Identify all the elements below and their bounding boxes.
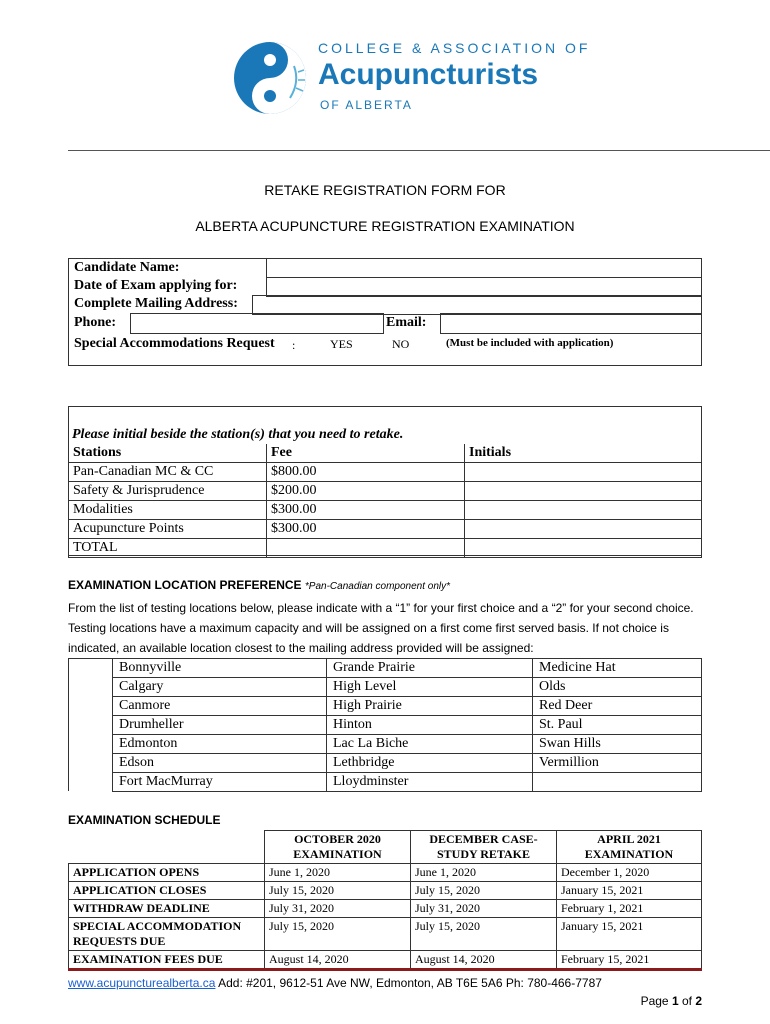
location-cell[interactable]: Fort MacMurray xyxy=(113,773,327,792)
schedule-cell: January 15, 2021 xyxy=(557,918,702,951)
phone-label: Phone: xyxy=(74,315,116,330)
table-row xyxy=(69,482,702,501)
location-heading xyxy=(68,578,450,592)
org-name-line3: OF ALBERTA xyxy=(320,98,413,112)
schedule-cell: January 15, 2021 xyxy=(557,882,702,900)
schedule-cell: August 14, 2020 xyxy=(411,951,557,969)
schedule-cell: February 1, 2021 xyxy=(557,900,702,918)
station-fee: $300.00 xyxy=(267,520,465,539)
header-divider xyxy=(68,150,770,151)
table-row xyxy=(69,463,702,482)
exam-date-label: Date of Exam applying for: xyxy=(74,278,238,293)
station-initials-field[interactable] xyxy=(465,463,702,482)
website-link[interactable]: www.acupuncturealberta.ca xyxy=(68,976,216,990)
location-table xyxy=(112,658,702,792)
no-option[interactable]: NO xyxy=(392,337,410,351)
schedule-col-header: OCTOBER 2020 EXAMINATION xyxy=(265,831,411,864)
schedule-cell: July 31, 2020 xyxy=(411,900,557,918)
table-row xyxy=(113,735,702,754)
table-row xyxy=(113,678,702,697)
location-cell[interactable]: Olds xyxy=(533,678,702,697)
page-prefix: Page xyxy=(640,994,672,1008)
schedule-table xyxy=(68,830,702,969)
location-cell[interactable]: St. Paul xyxy=(533,716,702,735)
yin-yang-logo-icon xyxy=(228,36,312,120)
initials-header: Initials xyxy=(465,444,702,463)
fee-header: Fee xyxy=(267,444,465,463)
station-initials-field[interactable] xyxy=(465,520,702,539)
location-cell[interactable]: Medicine Hat xyxy=(533,659,702,678)
location-instructions: From the list of testing locations below, please indicate with a “1” for your first choice and a “2” for your second choice. Testing locations have a maximum capacity and will be assigned on a first come first served basis. If not choice is indicated, an available location closest to the mailing address provided will be assigned: xyxy=(68,601,694,655)
table-row xyxy=(113,754,702,773)
page-total: 2 xyxy=(695,994,702,1008)
table-row xyxy=(113,773,702,792)
location-cell[interactable]: Edson xyxy=(113,754,327,773)
schedule-cell: July 15, 2020 xyxy=(411,918,557,951)
footer-contact xyxy=(68,976,602,990)
location-cell xyxy=(533,773,702,792)
schedule-header-row xyxy=(69,831,702,864)
form-title-line2: ALBERTA ACUPUNCTURE REGISTRATION EXAMINATION xyxy=(195,218,575,234)
schedule-corner-cell xyxy=(69,831,265,864)
location-cell[interactable]: Drumheller xyxy=(113,716,327,735)
location-cell[interactable]: Red Deer xyxy=(533,697,702,716)
table-row xyxy=(113,697,702,716)
schedule-heading: EXAMINATION SCHEDULE xyxy=(68,813,221,827)
schedule-cell: August 14, 2020 xyxy=(265,951,411,969)
total-label: TOTAL xyxy=(69,539,267,558)
location-cell[interactable]: Grande Prairie xyxy=(327,659,533,678)
table-row xyxy=(69,539,702,558)
station-fee: $300.00 xyxy=(267,501,465,520)
schedule-row-label: EXAMINATION FEES DUE xyxy=(69,951,265,969)
station-name: Acupuncture Points xyxy=(69,520,267,539)
org-name-line2: Acupuncturists xyxy=(318,58,539,91)
schedule-row-label: APPLICATION OPENS xyxy=(69,864,265,882)
location-cell[interactable]: Lloydminster xyxy=(327,773,533,792)
station-name: Safety & Jurisprudence xyxy=(69,482,267,501)
location-cell[interactable]: Hinton xyxy=(327,716,533,735)
location-heading-note: *Pan-Canadian component only* xyxy=(304,581,451,592)
stations-instruction: Please initial beside the station(s) that you need to retake. xyxy=(72,427,404,442)
form-title-line1: RETAKE REGISTRATION FORM FOR xyxy=(264,182,506,198)
schedule-row-label: APPLICATION CLOSES xyxy=(69,882,265,900)
special-accommodations-label: Special Accommodations Request xyxy=(74,336,275,351)
location-cell[interactable]: High Level xyxy=(327,678,533,697)
location-cell[interactable]: Swan Hills xyxy=(533,735,702,754)
table-row xyxy=(113,716,702,735)
stations-header-row xyxy=(69,444,702,463)
location-cell[interactable]: Canmore xyxy=(113,697,327,716)
footer-address: Add: #201, 9612-51 Ave NW, Edmonton, AB T6E 5A6 Ph: 780-466-7787 xyxy=(218,976,602,990)
exam-date-field[interactable] xyxy=(266,277,702,297)
schedule-row-label: WITHDRAW DEADLINE xyxy=(69,900,265,918)
station-initials-field[interactable] xyxy=(465,482,702,501)
accommodation-note: (Must be included with application) xyxy=(446,337,614,349)
location-cell[interactable]: Vermillion xyxy=(533,754,702,773)
table-row xyxy=(69,882,702,900)
schedule-cell: July 15, 2020 xyxy=(411,882,557,900)
total-initials-field[interactable] xyxy=(465,539,702,558)
page-number xyxy=(641,994,702,1008)
candidate-name-label: Candidate Name: xyxy=(74,260,180,275)
special-accommodations-colon: : xyxy=(292,338,296,352)
schedule-cell: July 31, 2020 xyxy=(265,900,411,918)
stations-header: Stations xyxy=(69,444,267,463)
location-cell[interactable]: High Prairie xyxy=(327,697,533,716)
location-cell[interactable]: Bonnyville xyxy=(113,659,327,678)
location-cell[interactable]: Calgary xyxy=(113,678,327,697)
station-fee: $200.00 xyxy=(267,482,465,501)
phone-field[interactable] xyxy=(130,313,384,334)
schedule-cell: June 1, 2020 xyxy=(411,864,557,882)
mailing-address-field[interactable] xyxy=(252,295,702,315)
table-row xyxy=(69,900,702,918)
stations-table xyxy=(68,444,702,558)
total-fee-field[interactable] xyxy=(267,539,465,558)
mailing-address-label: Complete Mailing Address: xyxy=(74,296,238,311)
station-fee: $800.00 xyxy=(267,463,465,482)
yes-option[interactable]: YES xyxy=(330,337,353,351)
footer-divider xyxy=(68,968,702,971)
location-cell[interactable]: Lethbridge xyxy=(327,754,533,773)
station-initials-field[interactable] xyxy=(465,501,702,520)
location-cell[interactable]: Edmonton xyxy=(113,735,327,754)
location-cell[interactable]: Lac La Biche xyxy=(327,735,533,754)
table-row xyxy=(69,951,702,969)
schedule-cell: July 15, 2020 xyxy=(265,882,411,900)
table-row xyxy=(69,864,702,882)
page-current: 1 xyxy=(671,994,679,1008)
org-name-line1: COLLEGE & ASSOCIATION OF xyxy=(318,40,591,56)
schedule-cell: December 1, 2020 xyxy=(557,864,702,882)
station-name: Pan-Canadian MC & CC xyxy=(69,463,267,482)
schedule-cell: June 1, 2020 xyxy=(265,864,411,882)
schedule-col-header: APRIL 2021 EXAMINATION xyxy=(557,831,702,864)
table-row xyxy=(113,659,702,678)
table-row xyxy=(69,918,702,951)
page-of: of xyxy=(678,994,696,1008)
table-row xyxy=(69,520,702,539)
email-field[interactable] xyxy=(440,313,702,334)
email-label: Email: xyxy=(386,315,427,330)
schedule-row-label: SPECIAL ACCOMMODATION REQUESTS DUE xyxy=(69,918,265,951)
location-left-margin-box xyxy=(68,658,113,791)
table-row xyxy=(69,501,702,520)
schedule-cell: February 15, 2021 xyxy=(557,951,702,969)
schedule-col-header: DECEMBER CASE-STUDY RETAKE xyxy=(411,831,557,864)
schedule-cell: July 15, 2020 xyxy=(265,918,411,951)
location-heading-text: EXAMINATION LOCATION PREFERENCE xyxy=(68,578,302,592)
candidate-name-field[interactable] xyxy=(266,258,702,278)
station-name: Modalities xyxy=(69,501,267,520)
